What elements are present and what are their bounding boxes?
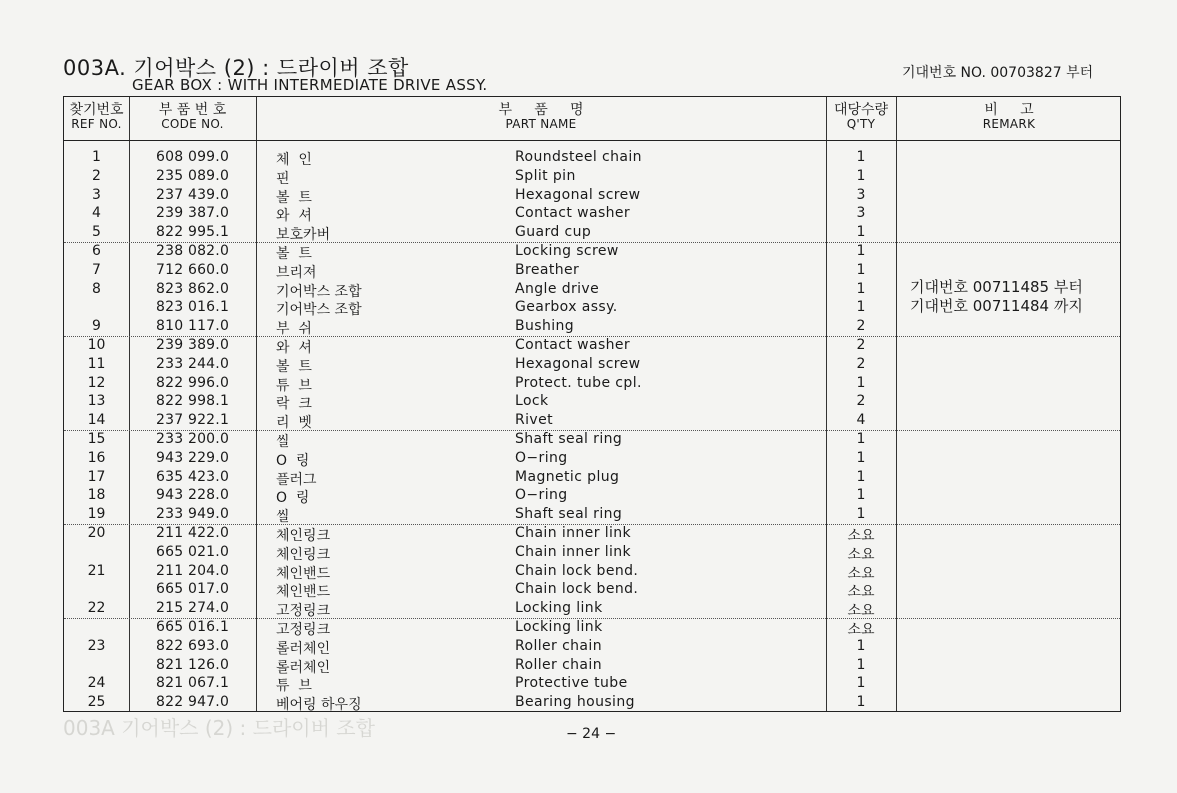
ref-number: 5 xyxy=(92,224,101,241)
code-number: 822 995.1 xyxy=(156,224,230,241)
part-name-korean: 와 셔 xyxy=(276,340,312,356)
part-name-korean: 베어링 하우징 xyxy=(276,697,362,714)
part-name-english: Bushing xyxy=(515,318,575,335)
part-name-english: Rivet xyxy=(515,412,554,429)
header-divider xyxy=(64,140,1120,141)
header-remark-en: REMARK xyxy=(982,117,1036,132)
part-name-korean: 볼 트 xyxy=(276,358,312,375)
part-name-english: O−ring xyxy=(515,449,568,466)
part-name-korean: 기어박스 조합 xyxy=(276,283,362,300)
page-title-english: GEAR BOX : WITH INTERMEDIATE DRIVE ASSY. xyxy=(132,76,488,94)
ref-number: 8 xyxy=(92,280,101,297)
table-row xyxy=(64,543,1122,562)
part-name-korean: 부 쉬 xyxy=(276,321,312,338)
ref-number: 14 xyxy=(87,412,106,429)
quantity: 1 xyxy=(856,431,866,447)
part-name-english: Contact washer xyxy=(515,337,631,353)
part-name-english: Locking link xyxy=(515,619,603,635)
table-row xyxy=(64,693,1122,712)
quantity: 1 xyxy=(856,280,866,297)
part-name-korean: 브리져 xyxy=(276,264,317,281)
header-remark xyxy=(896,103,1122,132)
header-ref-ko: 찾기번호 xyxy=(69,102,124,118)
quantity: 1 xyxy=(856,299,866,316)
quantity: 소요 xyxy=(847,584,875,601)
quantity: 1 xyxy=(856,374,866,391)
code-number: 235 089.0 xyxy=(156,167,230,184)
part-name-english: Shaft seal ring xyxy=(515,431,623,447)
part-name-korean: 볼 트 xyxy=(276,246,312,262)
ref-number: 19 xyxy=(87,506,106,523)
part-name-korean: 튜 브 xyxy=(276,377,312,394)
code-number: 608 099.0 xyxy=(156,149,230,165)
header-ref xyxy=(64,103,129,132)
code-number: 823 862.0 xyxy=(156,280,230,297)
quantity: 2 xyxy=(856,393,866,410)
code-number: 821 067.1 xyxy=(156,675,230,692)
code-number: 211 422.0 xyxy=(156,525,230,541)
table-row xyxy=(64,186,1122,205)
part-name-english: Breather xyxy=(515,261,580,278)
ref-number: 21 xyxy=(87,562,106,579)
part-name-korean: 롤러체인 xyxy=(276,640,331,657)
part-name-korean: 리 벳 xyxy=(276,415,312,432)
quantity: 1 xyxy=(856,449,866,466)
part-name-korean: 보호카버 xyxy=(276,227,331,244)
part-name-english: Chain inner link xyxy=(515,543,632,560)
code-number: 239 387.0 xyxy=(156,205,230,222)
code-number: 943 229.0 xyxy=(156,449,230,466)
machine-number-note: 기대번호 NO. 00703827 부터 xyxy=(902,65,1094,81)
part-name-english: Gearbox assy. xyxy=(515,299,618,316)
table-row xyxy=(64,656,1122,675)
part-name-english: Protective tube xyxy=(515,675,628,692)
part-name-korean: 체인밴드 xyxy=(276,565,331,582)
remark-until: 기대번호 00711484 까지 xyxy=(910,297,1083,315)
part-name-korean: 고정링크 xyxy=(276,622,331,638)
header-code xyxy=(129,103,256,132)
ref-number: 3 xyxy=(92,186,101,203)
part-name-korean: 핀 xyxy=(276,170,290,187)
quantity: 1 xyxy=(856,149,866,165)
part-name-english: Angle drive xyxy=(515,280,600,297)
ref-number: 9 xyxy=(92,318,101,335)
code-number: 821 126.0 xyxy=(156,656,230,673)
code-number: 712 660.0 xyxy=(156,261,230,278)
ref-number: 11 xyxy=(87,355,106,372)
table-row xyxy=(64,580,1122,599)
quantity: 소요 xyxy=(847,528,875,544)
part-name-english: Roller chain xyxy=(515,637,602,654)
header-ref-en: REF NO. xyxy=(71,117,122,132)
quantity: 1 xyxy=(856,694,866,711)
ref-number: 4 xyxy=(92,205,101,222)
ref-number: 22 xyxy=(87,600,106,617)
code-number: 943 228.0 xyxy=(156,487,230,504)
quantity: 4 xyxy=(856,412,866,429)
page-title-korean: 003A. 기어박스 (2) : 드라이버 조합 xyxy=(63,56,409,80)
code-number: 238 082.0 xyxy=(156,243,230,259)
ref-number: 20 xyxy=(87,525,106,541)
part-name-english: Hexagonal screw xyxy=(515,355,641,372)
table-row xyxy=(64,524,1122,543)
ref-number: 2 xyxy=(92,167,101,184)
part-name-english: Chain lock bend. xyxy=(515,562,639,579)
ref-number: 17 xyxy=(87,468,106,485)
part-name-english: Chain inner link xyxy=(515,525,632,541)
part-name-korean: 체 인 xyxy=(276,152,312,168)
table-row xyxy=(64,468,1122,487)
table-row xyxy=(64,148,1122,167)
ref-number: 1 xyxy=(92,149,101,165)
part-name-english: Roundsteel chain xyxy=(515,149,642,165)
ref-number: 12 xyxy=(87,374,106,391)
ref-number: 10 xyxy=(87,337,106,353)
header-part-name xyxy=(256,103,826,132)
part-name-korean: 씰 xyxy=(276,509,290,526)
part-name-korean: 씰 xyxy=(276,434,290,450)
part-name-korean: 기어박스 조합 xyxy=(276,302,362,319)
ref-number: 6 xyxy=(92,243,101,259)
code-number: 237 439.0 xyxy=(156,186,230,203)
quantity: 2 xyxy=(856,355,866,372)
code-number: 810 117.0 xyxy=(156,318,230,335)
table-row xyxy=(64,317,1122,336)
table-row xyxy=(64,392,1122,411)
code-number: 823 016.1 xyxy=(156,299,230,316)
part-name-korean: O 링 xyxy=(276,452,310,469)
table-row xyxy=(64,374,1122,393)
table-row xyxy=(64,204,1122,223)
part-name-english: O−ring xyxy=(515,487,568,504)
ref-number: 13 xyxy=(87,393,106,410)
part-name-english: Split pin xyxy=(515,167,576,184)
table-row xyxy=(64,242,1122,261)
quantity: 2 xyxy=(856,337,866,353)
ref-number: 25 xyxy=(87,694,106,711)
header-remark-ko: 비 고 xyxy=(984,102,1034,118)
quantity: 소요 xyxy=(847,546,875,563)
header-code-en: CODE NO. xyxy=(161,117,224,132)
part-name-english: Roller chain xyxy=(515,656,602,673)
part-name-english: Lock xyxy=(515,393,549,410)
part-name-korean: 와 셔 xyxy=(276,208,312,225)
part-name-korean: O 링 xyxy=(276,490,310,507)
code-number: 237 922.1 xyxy=(156,412,230,429)
part-name-english: Magnetic plug xyxy=(515,468,620,485)
quantity: 1 xyxy=(856,637,866,654)
code-number: 665 021.0 xyxy=(156,543,230,560)
part-name-english: Locking screw xyxy=(515,243,619,259)
part-name-korean: 고정링크 xyxy=(276,603,331,620)
header-qty-ko: 대당수량 xyxy=(833,102,889,118)
table-row xyxy=(64,336,1122,355)
ref-number: 7 xyxy=(92,261,101,278)
parts-table xyxy=(63,96,1121,712)
quantity: 1 xyxy=(856,167,866,184)
table-row xyxy=(64,674,1122,693)
ref-number: 24 xyxy=(87,675,106,692)
quantity: 소요 xyxy=(847,622,875,638)
table-row xyxy=(64,562,1122,581)
page-number: − 24 − xyxy=(566,726,617,742)
header-code-ko: 부 품 번 호 xyxy=(158,102,227,118)
quantity: 1 xyxy=(856,675,866,692)
code-number: 635 423.0 xyxy=(156,468,230,485)
table-row xyxy=(64,505,1122,524)
table-row xyxy=(64,637,1122,656)
part-name-english: Bearing housing xyxy=(515,694,635,711)
quantity: 1 xyxy=(856,506,866,523)
code-number: 233 949.0 xyxy=(156,506,230,523)
part-name-korean: 롤러체인 xyxy=(276,659,331,676)
ref-number: 18 xyxy=(87,487,106,504)
table-row xyxy=(64,449,1122,468)
part-name-korean: 플러그 xyxy=(276,471,317,488)
part-name-korean: 튜 브 xyxy=(276,678,312,695)
ref-number: 16 xyxy=(87,449,106,466)
table-row xyxy=(64,355,1122,374)
quantity: 3 xyxy=(856,186,866,203)
part-name-english: Contact washer xyxy=(515,205,631,222)
part-name-korean: 체인링크 xyxy=(276,546,331,563)
table-row xyxy=(64,430,1122,449)
header-name-en: PART NAME xyxy=(505,117,577,132)
quantity: 1 xyxy=(856,487,866,504)
part-name-english: Guard cup xyxy=(515,224,592,241)
table-row xyxy=(64,167,1122,186)
part-name-korean: 락 크 xyxy=(276,396,312,413)
part-name-korean: 볼 트 xyxy=(276,189,312,206)
table-row xyxy=(64,618,1122,637)
bleed-through-text: 003A 기어박스 (2) : 드라이버 조합 xyxy=(63,716,375,740)
quantity: 1 xyxy=(856,261,866,278)
quantity: 3 xyxy=(856,205,866,222)
header-name-ko: 부 품 명 xyxy=(498,102,584,118)
code-number: 215 274.0 xyxy=(156,600,230,617)
quantity: 소요 xyxy=(847,603,875,620)
table-row xyxy=(64,411,1122,430)
code-number: 822 996.0 xyxy=(156,374,230,391)
code-number: 822 693.0 xyxy=(156,637,230,654)
quantity: 1 xyxy=(856,243,866,259)
code-number: 239 389.0 xyxy=(156,337,230,353)
part-name-english: Chain lock bend. xyxy=(515,581,639,598)
part-name-korean: 체인밴드 xyxy=(276,584,331,601)
code-number: 233 200.0 xyxy=(156,431,230,447)
part-name-english: Hexagonal screw xyxy=(515,186,641,203)
code-number: 211 204.0 xyxy=(156,562,230,579)
table-row xyxy=(64,599,1122,618)
header-qty xyxy=(826,103,896,132)
table-row xyxy=(64,486,1122,505)
quantity: 소요 xyxy=(847,565,875,582)
header-qty-en: Q'TY xyxy=(846,117,876,132)
part-name-korean: 체인링크 xyxy=(276,528,331,544)
table-row xyxy=(64,223,1122,242)
quantity: 1 xyxy=(856,224,866,241)
quantity: 1 xyxy=(856,656,866,673)
remark-from: 기대번호 00711485 부터 xyxy=(910,278,1083,296)
quantity: 2 xyxy=(856,318,866,335)
code-number: 233 244.0 xyxy=(156,355,230,372)
part-name-english: Shaft seal ring xyxy=(515,506,623,523)
code-number: 822 947.0 xyxy=(156,694,230,711)
part-name-english: Locking link xyxy=(515,600,603,617)
ref-number: 15 xyxy=(87,431,106,447)
code-number: 665 017.0 xyxy=(156,581,230,598)
part-name-english: Protect. tube cpl. xyxy=(515,374,642,391)
quantity: 1 xyxy=(856,468,866,485)
ref-number: 23 xyxy=(87,637,106,654)
code-number: 822 998.1 xyxy=(156,393,230,410)
code-number: 665 016.1 xyxy=(156,619,230,635)
